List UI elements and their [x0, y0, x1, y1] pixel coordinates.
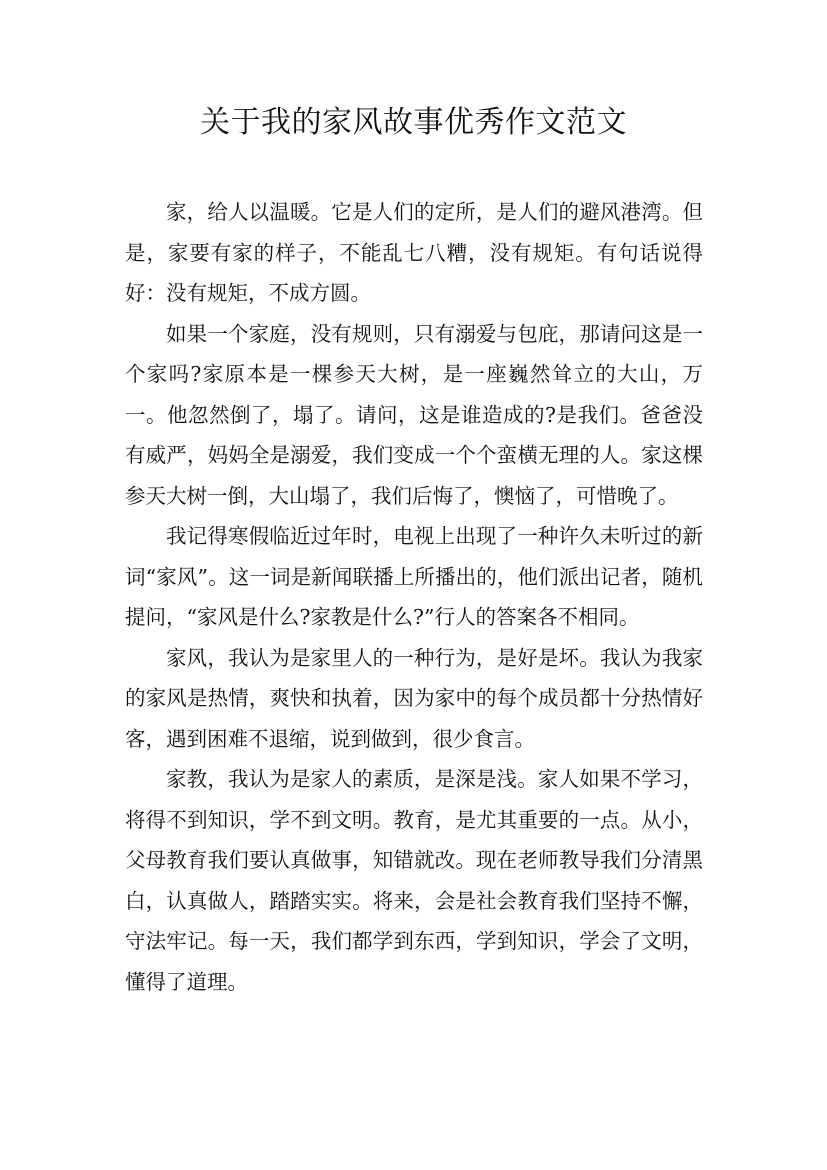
- paragraph-1: 家，给人以温暖。它是人们的定所，是人们的避风港湾。但是，家要有家的样子，不能乱七八糟，没有规矩。有句话说得好：没有规矩，不成方圆。: [125, 200, 703, 305]
- paragraph-5: 家教，我认为是家人的素质，是深是浅。家人如果不学习，将得不到知识，学不到文明。教育，是尤其重要的一点。从小，父母教育我们要认真做事，知错就改。现在老师教导我们分清黑白，认真做人，踏踏实实。将来，会是社会教育我们坚持不懈，守法牢记。每一天，我们都学到东西，学到知识，学会了文明，懂得了道理。: [125, 767, 703, 994]
- paragraph-3: 我记得寒假临近过年时，电视上出现了一种许久未听过的新词“家风”。这一词是新闻联播上所播出的，他们派出记者，随机提问，“家风是什么?家教是什么?”行人的答案各不相同。: [125, 524, 703, 629]
- paragraph-4: 家风，我认为是家里人的一种行为，是好是坏。我认为我家的家风是热情，爽快和执着，因为家中的每个成员都十分热情好客，遇到困难不退缩，说到做到，很少食言。: [125, 645, 703, 751]
- document-body: [125, 192, 703, 1002]
- document-title: 关于我的家风故事优秀作文范文: [200, 105, 627, 140]
- paragraph-2: 如果一个家庭，没有规则，只有溺爱与包庇，那请问这是一个家吗?家原本是一棵参天大树，是一座巍然耸立的大山，万一。他忽然倒了，塌了。请问，这是谁造成的?是我们。爸爸没有威严，妈妈全是溺爱，我们变成一个个蛮横无理的人。家这棵参天大树一倒，大山塌了，我们后悔了，懊恼了，可惜晚了。: [125, 321, 703, 508]
